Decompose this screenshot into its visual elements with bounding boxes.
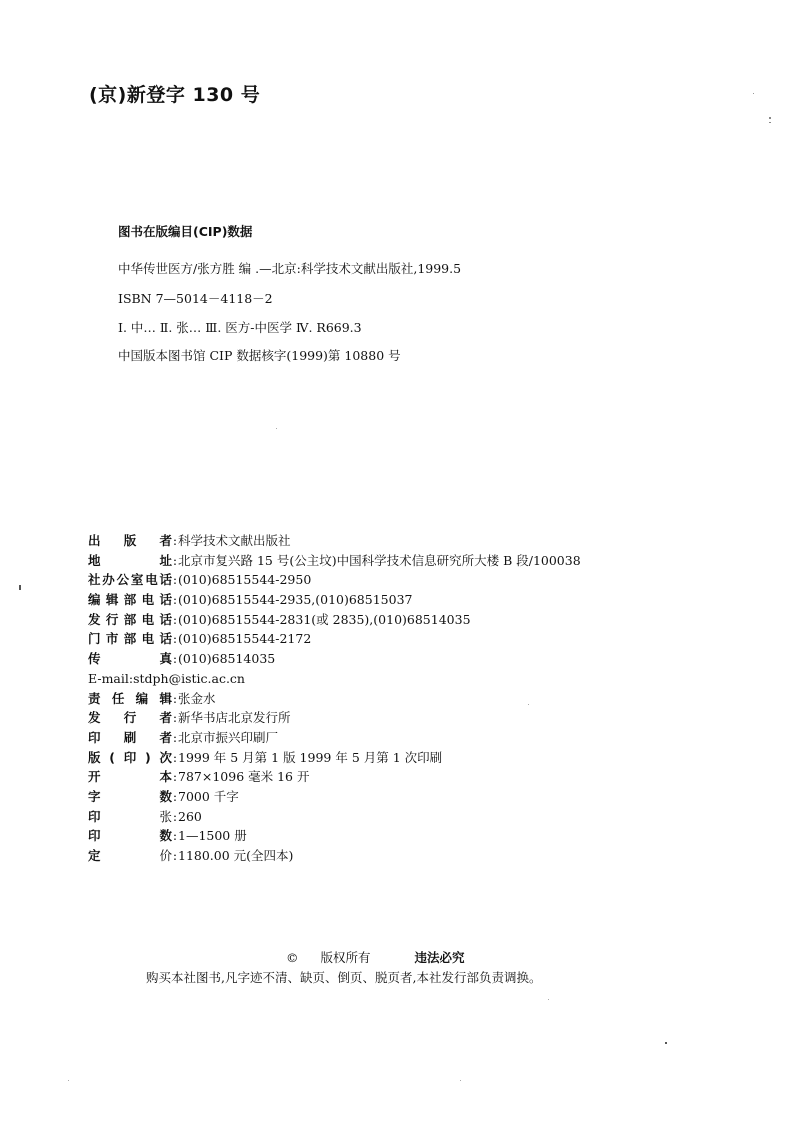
label-char: 社 <box>88 572 101 588</box>
scan-speck <box>769 117 771 119</box>
scan-speck <box>68 1080 69 1081</box>
scan-speck <box>753 93 754 94</box>
pub-label <box>88 649 172 669</box>
label-char: 发 <box>88 710 101 726</box>
label-char: 门 <box>88 631 101 647</box>
pub-value-word-count: 7000 千字 <box>178 788 239 804</box>
scan-speck <box>276 428 277 429</box>
pub-row-publisher <box>88 531 708 551</box>
label-char: 定 <box>88 848 101 863</box>
pub-email: E-mail:stdph@istic.ac.cn <box>88 670 245 686</box>
label-char: 话 <box>159 572 172 588</box>
label-char: 版 <box>88 749 101 765</box>
label-char: 行 <box>105 611 119 627</box>
pub-label <box>88 787 172 807</box>
pub-label <box>88 708 172 728</box>
pub-value-retail-phone: (010)68515544-2172 <box>178 631 312 647</box>
pub-value-sheets: 260 <box>178 808 202 824</box>
cip-line-isbn: ISBN 7—5014－4118－2 <box>118 291 273 306</box>
pub-row-word-count <box>88 787 708 807</box>
label-char: 电 <box>141 611 155 627</box>
pub-row-fax <box>88 649 708 669</box>
label-char: 部 <box>123 631 137 647</box>
colon: : <box>172 808 178 824</box>
pub-value-publisher: 科学技术文献出版社 <box>178 533 291 548</box>
pub-label <box>88 629 172 649</box>
pub-row-editorial-phone <box>88 590 708 610</box>
copyright-line <box>286 948 464 966</box>
colon: : <box>172 749 178 765</box>
label-char: 辑 <box>159 690 172 706</box>
colon: : <box>172 552 178 568</box>
label-char: 电 <box>141 631 155 647</box>
pub-value-distribution-phone: (010)68515544-2831(或 2835),(010)68514035 <box>178 611 471 627</box>
colon: : <box>172 611 178 627</box>
publication-info <box>88 531 708 866</box>
pub-row-distributor <box>88 708 708 728</box>
label-char: 价 <box>159 848 172 863</box>
cip-line-title-author: 中华传世医方/张方胜 编 .—北京:科学技术文献出版社,1999.5 <box>118 261 462 276</box>
label-char: 字 <box>88 788 101 804</box>
pub-value-office-phone: (010)68515544-2950 <box>178 572 312 588</box>
colon: : <box>172 631 178 647</box>
copyright-rights: 版权所有 <box>320 950 371 965</box>
label-char: 编 <box>88 592 101 608</box>
label-char: 印 <box>88 729 101 745</box>
label-char: 公 <box>116 572 130 588</box>
label-char: 行 <box>123 710 137 726</box>
label-char: 数 <box>159 788 172 804</box>
cip-title: 图书在版编目(CIP)数据 <box>118 224 253 239</box>
pub-label <box>88 748 172 768</box>
label-char: 址 <box>159 552 172 568</box>
colon: : <box>172 729 178 745</box>
label-char: 传 <box>88 651 101 667</box>
scan-speck <box>460 1080 461 1081</box>
label-char: 话 <box>159 611 172 627</box>
pub-row-retail-phone <box>88 629 708 649</box>
colon: : <box>172 572 178 588</box>
pub-value-printer: 北京市振兴印刷厂 <box>178 729 279 745</box>
pub-row-price <box>88 846 708 866</box>
label-char: 印 <box>123 749 137 765</box>
scan-speck <box>19 585 21 590</box>
scan-speck <box>548 999 549 1000</box>
label-char: 版 <box>123 533 137 548</box>
pub-label <box>88 807 172 827</box>
label-char: 者 <box>159 533 172 548</box>
label-char: 开 <box>88 769 101 785</box>
colon: : <box>172 651 178 667</box>
registration-number: (京)新登字 130 号 <box>89 84 261 106</box>
label-char: 任 <box>111 690 125 706</box>
pub-label <box>88 610 172 630</box>
colon: : <box>172 533 178 548</box>
colon: : <box>172 592 178 608</box>
colon: : <box>172 788 178 804</box>
label-char: 出 <box>88 533 101 548</box>
colon: : <box>172 848 178 863</box>
label-char: 本 <box>159 769 172 785</box>
pub-value-print-run: 1—1500 册 <box>178 828 247 844</box>
cip-line-approval: 中国版本图书馆 CIP 数据核字(1999)第 10880 号 <box>118 348 401 363</box>
pub-value-address: 北京市复兴路 15 号(公主坟)中国科学技术信息研究所大楼 B 段/100038 <box>178 552 581 568</box>
copyright-icon: © <box>286 950 299 965</box>
pub-row-format <box>88 767 708 787</box>
pub-row-editor <box>88 689 708 709</box>
pub-value-price: 1180.00 元(全四本) <box>178 848 294 863</box>
pub-label <box>88 570 172 590</box>
pub-label <box>88 531 172 551</box>
label-char: 者 <box>159 729 172 745</box>
label-char: 编 <box>135 690 149 706</box>
pub-row-office-phone <box>88 570 708 590</box>
label-char: 数 <box>159 828 172 844</box>
label-char: 室 <box>130 572 144 588</box>
label-char: 印 <box>88 808 101 824</box>
colon: : <box>172 690 178 706</box>
pub-label <box>88 767 172 787</box>
scan-speck <box>665 1042 667 1044</box>
label-char: ) <box>145 749 151 765</box>
pub-row-distribution-phone <box>88 610 708 630</box>
label-char: 发 <box>88 611 101 627</box>
pub-row-address <box>88 551 708 571</box>
copyright-warning: 违法必究 <box>414 950 465 965</box>
label-char: 次 <box>159 749 172 765</box>
label-char: 刷 <box>123 729 137 745</box>
pub-row-print-run <box>88 826 708 846</box>
pub-label <box>88 551 172 571</box>
label-char: 话 <box>159 631 172 647</box>
label-char: 辑 <box>105 592 119 608</box>
label-char: 话 <box>159 592 172 608</box>
pub-label <box>88 590 172 610</box>
label-char: 电 <box>145 572 158 588</box>
pub-label <box>88 728 172 748</box>
cip-line-classification: Ⅰ. 中… Ⅱ. 张… Ⅲ. 医方-中医学 Ⅳ. R669.3 <box>118 320 362 335</box>
label-char: 责 <box>88 690 101 706</box>
label-char: 市 <box>105 631 119 647</box>
label-char: 部 <box>123 592 137 608</box>
colon: : <box>172 828 178 844</box>
pub-value-format: 787×1096 毫米 16 开 <box>178 769 310 785</box>
label-char: 者 <box>159 710 172 726</box>
colon: : <box>172 710 178 726</box>
pub-row-edition <box>88 748 708 768</box>
label-char: 印 <box>88 828 101 844</box>
label-char: 办 <box>102 572 115 588</box>
label-char: 电 <box>141 592 155 608</box>
pub-value-fax: (010)68514035 <box>178 651 276 667</box>
replacement-notice: 购买本社图书,凡字迹不清、缺页、倒页、脱页者,本社发行部负责调换。 <box>146 970 542 985</box>
pub-label <box>88 826 172 846</box>
label-char: ( <box>109 749 115 765</box>
pub-value-editorial-phone: (010)68515544-2935,(010)68515037 <box>178 592 413 608</box>
pub-row-printer <box>88 728 708 748</box>
label-char: 部 <box>123 611 137 627</box>
pub-value-edition: 1999 年 5 月第 1 版 1999 年 5 月第 1 次印刷 <box>178 749 443 765</box>
pub-label <box>88 846 172 866</box>
label-char: 地 <box>88 552 101 568</box>
pub-row-sheets <box>88 807 708 827</box>
scan-speck <box>528 704 529 705</box>
label-char: 张 <box>159 808 172 824</box>
scan-speck <box>769 122 771 123</box>
pub-value-editor: 张金水 <box>178 690 216 706</box>
label-char: 真 <box>159 651 172 667</box>
pub-label <box>88 689 172 709</box>
pub-value-distributor: 新华书店北京发行所 <box>178 710 291 726</box>
colon: : <box>172 769 178 785</box>
